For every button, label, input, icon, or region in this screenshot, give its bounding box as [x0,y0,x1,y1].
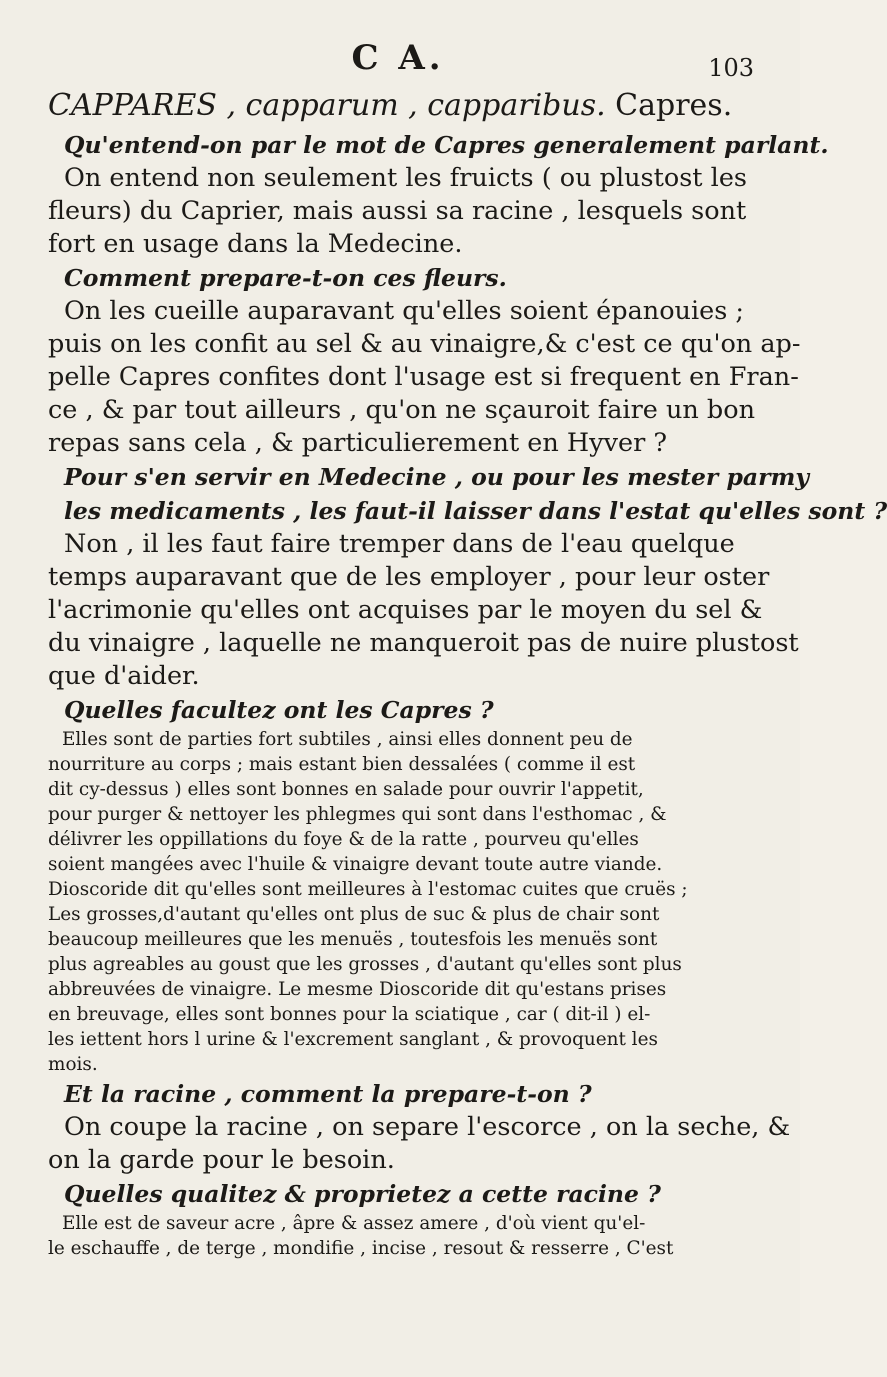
text-line: fleurs) du Caprier, mais aussi sa racine , lesquels sont [48,196,747,226]
text-line: plus agreables au goust que les grosses , d'autant qu'elles sont plus [48,954,682,975]
text-line: Comment prepare-t-on ces fleurs. [64,264,507,292]
text-line: On entend non seulement les fruicts ( ou plustost les [64,163,747,193]
section-letter: C A. [351,38,445,78]
text-line: Elle est de saveur acre , âpre & assez amere , d'où vient qu'el- [62,1213,646,1234]
answer-paragraph-small [48,727,748,1077]
text-line: beaucoup meilleures que les menuës , toutesfois les menuës sont [48,929,658,950]
answer-paragraph [48,1111,791,1177]
question-heading [48,261,748,295]
entry-title-latin: CAPPARES , capparum , capparibus. [48,88,606,123]
text-line: Quelles qualitez & proprietez a cette racine ? [64,1180,661,1208]
question-heading [48,1077,748,1111]
text-line: les iettent hors l urine & l'excrement sanglant , & provoquent les [48,1029,658,1050]
text-line: pour purger & nettoyer les phlegmes qui sont dans l'esthomac , & [48,804,667,825]
text-line: du vinaigre , laquelle ne manqueroit pas de nuire plustost [48,628,799,658]
text-line: Non , il les faut faire tremper dans de l'eau quelque [64,529,735,559]
text-line: ce , & par tout ailleurs , qu'on ne sçauroit faire un bon [48,395,756,425]
text-line: Elles sont de parties fort subtiles , ainsi elles donnent peu de [62,729,633,750]
text-line: puis on les confit au sel & au vinaigre,& c'est ce qu'on ap- [48,329,801,359]
text-line: repas sans cela , & particulierement en Hyver ? [48,428,668,458]
question-heading [48,693,748,727]
text-line: dit cy-dessus ) elles sont bonnes en salade pour ouvrir l'appetit, [48,779,644,800]
answer-paragraph [48,295,801,460]
text-line: on la garde pour le besoin. [48,1145,395,1175]
running-head [48,38,754,86]
text-line: Les grosses,d'autant qu'elles ont plus de suc & plus de chair sont [48,904,660,925]
text-line: Dioscoride dit qu'elles sont meilleures à l'estomac cuites que cruës ; [48,879,688,900]
page-number: 103 [708,54,754,82]
text-line: fort en usage dans la Medecine. [48,229,463,259]
question-heading [48,460,887,528]
text-line: Et la racine , comment la prepare-t-on ? [64,1080,592,1108]
text-line: en breuvage, elles sont bonnes pour la sciatique , car ( dit-il ) el- [48,1004,651,1025]
text-line: Qu'entend-on par le mot de Capres generalement parlant. [64,131,829,159]
text-line: les medicaments , les faut-il laisser dans l'estat qu'elles sont ? [64,497,887,525]
text-line: On coupe la racine , on separe l'escorce , on la seche, & [64,1112,791,1142]
text-line: délivrer les oppillations du foye & de la ratte , pourveu qu'elles [48,829,639,850]
text-line: mois. [48,1054,98,1075]
entry-title-french: Capres. [615,88,733,123]
text-line: Quelles facultez ont les Capres ? [64,696,494,724]
text-line: abbreuvées de vinaigre. Le mesme Dioscoride dit qu'estans prises [48,979,667,1000]
question-heading [48,128,829,162]
text-line: l'acrimonie qu'elles ont acquises par le moyen du sel & [48,595,763,625]
text-line: le eschauffe , de terge , mondifie , incise , resout & resserre , C'est [48,1238,674,1259]
entry-title [48,86,748,126]
question-heading [48,1177,748,1211]
text-line: pelle Capres confites dont l'usage est si frequent en Fran- [48,362,799,392]
text-line: temps auparavant que de les employer , pour leur oster [48,562,770,592]
entry-body [48,128,887,1261]
text-line: Pour s'en servir en Medecine , ou pour les mester parmy [64,463,810,491]
text-line: nourriture au corps ; mais estant bien dessalées ( comme il est [48,754,636,775]
answer-paragraph [48,528,799,693]
text-line: soient mangées avec l'huile & vinaigre devant toute autre viande. [48,854,663,875]
text-line: que d'aider. [48,661,200,691]
answer-paragraph [48,162,748,261]
answer-paragraph-small [48,1211,748,1261]
text-line: On les cueille auparavant qu'elles soient épanouies ; [64,296,745,326]
